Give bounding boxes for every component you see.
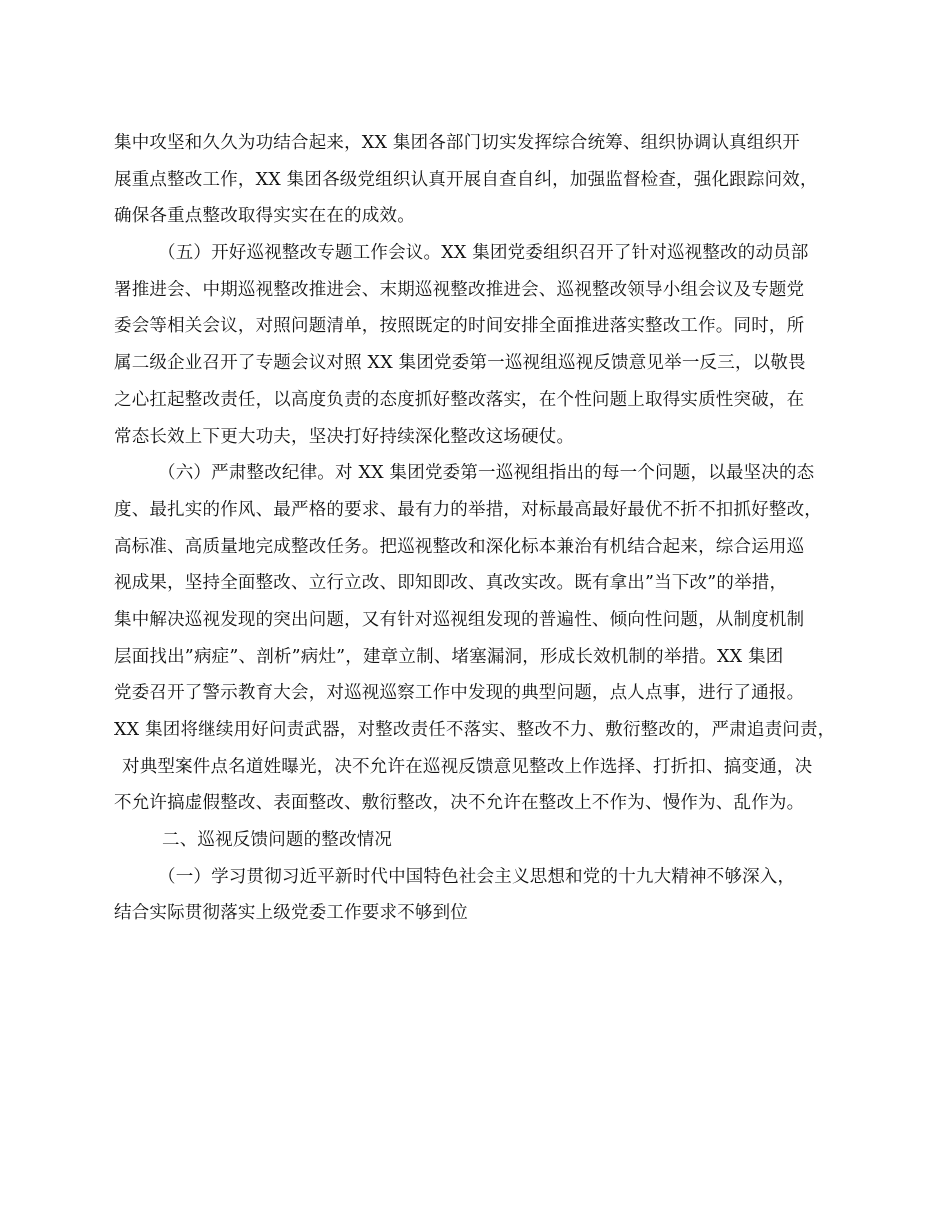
paragraph-line: 层面找出”病症”、剖析”病灶”，建章立制、堵塞漏洞，形成长效机制的举措。XX 集团 xyxy=(114,646,784,667)
paragraph-line: 视成果，坚持全面整改、立行立改、即知即改、真改实改。既有拿出”当下改”的举措， xyxy=(114,573,788,594)
paragraph-line: 确保各重点整改取得实实在在的成效。 xyxy=(114,206,415,227)
section-6-heading-line: （六）严肃整改纪律。对 XX 集团党委第一巡视组指出的每一个问题，以最坚决的态 xyxy=(158,463,815,484)
paragraph-line: 不允许搞虚假整改、表面整改、敷衍整改，决不允许在整改上不作为、慢作为、乱作为。 xyxy=(114,793,805,814)
paragraph-line: 集中解决巡视发现的突出问题，又有针对巡视组发现的普遍性、倾向性问题，从制度机制 xyxy=(114,609,805,630)
document-body xyxy=(114,125,854,932)
paragraph-line: 委会等相关会议，对照问题清单，按照既定的时间安排全面推进落实整改工作。同时，所 xyxy=(114,316,805,337)
paragraph-line: 展重点整改工作，XX 集团各级党组织认真开展自查自纠，加强监督检查，强化跟踪问效， xyxy=(114,169,818,190)
chapter-2-heading: 二、巡视反馈问题的整改情况 xyxy=(162,830,393,851)
paragraph-line: 属二级企业召开了专题会议对照 XX 集团党委第一巡视组巡视反馈意见举一反三，以敬畏 xyxy=(114,353,806,374)
subsection-1-heading-line: （一）学习贯彻习近平新时代中国特色社会主义思想和党的十九大精神不够深入， xyxy=(158,866,796,887)
paragraph-line: 对典型案件点名道姓曝光，决不允许在巡视反馈意见整改上作选择、打折扣、搞变通，决 xyxy=(122,756,813,777)
paragraph-line: 常态长效上下更大功夫，坚决打好持续深化整改这场硬仗。 xyxy=(114,426,575,447)
paragraph-line: 高标准、高质量地完成整改任务。把巡视整改和深化标本兼治有机结合起来，综合运用巡 xyxy=(114,536,805,557)
paragraph-line: 之心扛起整改责任，以高度负责的态度抓好整改落实，在个性问题上取得实质性突破，在 xyxy=(114,389,805,410)
paragraph-line: 党委召开了警示教育大会，对巡视巡察工作中发现的典型问题，点人点事，进行了通报。 xyxy=(114,683,805,704)
paragraph-line: 集中攻坚和久久为功结合起来，XX 集团各部门切实发挥综合统筹、组织协调认真组织开 xyxy=(114,133,800,153)
paragraph-line: XX 集团将继续用好问责武器，对整改责任不落实、整改不力、敷衍整改的，严肃追责问责， xyxy=(114,720,836,740)
subsection-1-heading-line: 结合实际贯彻落实上级党委工作要求不够到位 xyxy=(114,903,468,924)
section-5-heading-line: （五）开好巡视整改专题工作会议。XX 集团党委组织召开了针对巡视整改的动员部 xyxy=(158,243,809,264)
paragraph-line: 署推进会、中期巡视整改推进会、末期巡视整改推进会、巡视整改领导小组会议及专题党 xyxy=(114,279,805,300)
paragraph-line: 度、最扎实的作风、最严格的要求、最有力的举措，对标最高最好最优不折不扣抓好整改， xyxy=(114,499,822,520)
